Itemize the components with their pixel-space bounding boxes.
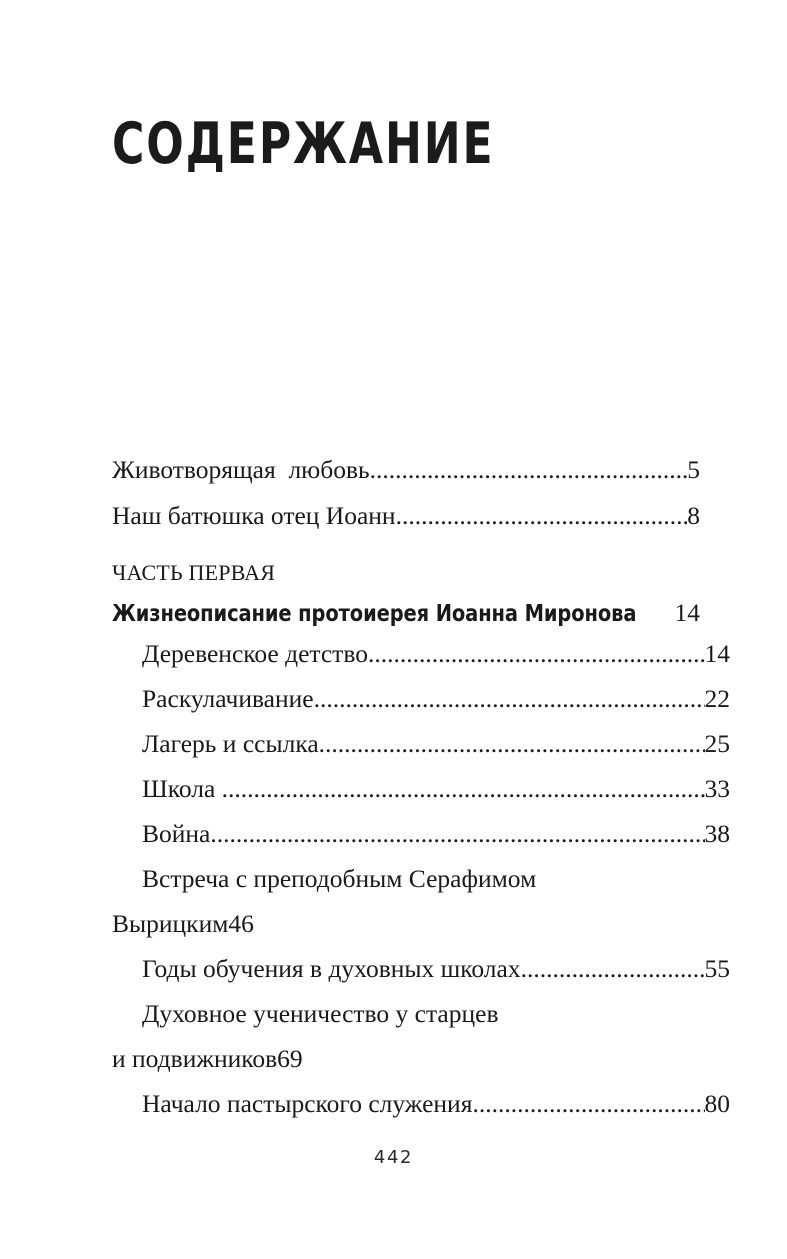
toc-entry-page: 22	[704, 684, 730, 713]
dot-leader	[472, 1089, 704, 1119]
dot-leader	[314, 684, 705, 714]
toc-entry-label-line2: Вырицким	[112, 909, 229, 938]
toc-entry[interactable]	[112, 864, 700, 939]
toc-entry[interactable]	[112, 729, 730, 759]
toc-entry-page: 14	[704, 639, 730, 668]
toc-entry[interactable]	[112, 999, 700, 1074]
toc-entry[interactable]	[112, 639, 730, 669]
toc-entry-page: 25	[704, 729, 730, 758]
toc-entry-page: 8	[687, 501, 700, 530]
toc-part-title-page: 14	[674, 598, 700, 627]
dot-leader	[319, 729, 705, 759]
toc-entry-label: Школа	[142, 774, 222, 803]
toc-entry[interactable]	[112, 819, 730, 849]
toc-entry[interactable]	[112, 684, 730, 714]
toc-entry-label-line1: Встреча с преподобным Серафимом	[142, 864, 537, 893]
toc-entry-label: Начало пастырского служения	[142, 1089, 473, 1118]
toc-entry-label-line1: Духовное ученичество у старцев	[142, 999, 499, 1028]
toc-entry[interactable]	[112, 501, 700, 531]
toc-part-title-entry[interactable]	[112, 598, 700, 629]
dot-leader	[222, 774, 705, 804]
toc-part-title-label: Жизнеописание протоиерея Иоанна Миронова	[112, 601, 637, 627]
dot-leader	[521, 954, 705, 984]
toc-entry-page: 80	[704, 1089, 730, 1118]
toc-entry-label-line2: и подвижников	[112, 1044, 278, 1073]
toc-entry[interactable]	[112, 455, 700, 485]
part-label: ЧАСТЬ ПЕРВАЯ	[112, 560, 276, 585]
toc-entry-page: 46	[228, 909, 254, 938]
dot-leader	[396, 501, 688, 531]
toc-entry-page: 38	[704, 819, 730, 848]
toc-entry-page: 55	[704, 954, 730, 983]
toc-entry-page: 33	[704, 774, 730, 803]
toc-entry[interactable]	[112, 1089, 730, 1119]
toc-entry-label: Деревенское детство	[142, 639, 368, 668]
toc-entry-label: Наш батюшка отец Иоанн	[112, 501, 396, 530]
toc-entry[interactable]	[112, 774, 730, 804]
page-folio: 442	[373, 1147, 414, 1168]
toc-entry-label: Война	[142, 819, 211, 848]
toc-entry[interactable]	[112, 954, 730, 984]
dot-leader	[210, 819, 704, 849]
toc-entry-label: Лагерь и ссылка	[142, 729, 319, 758]
toc-entry-list	[112, 455, 730, 1134]
dot-leader	[368, 639, 705, 669]
toc-entry-label: Животворящая любовь	[112, 455, 370, 484]
page-title: СОДЕРЖАНИЕ	[112, 111, 495, 178]
toc-entry-page: 69	[277, 1044, 303, 1073]
toc-entry-page: 5	[687, 455, 700, 484]
dot-leader	[370, 455, 688, 485]
toc-entry-label: Раскулачивание	[142, 684, 314, 713]
toc-entry-label: Годы обучения в духовных школах	[142, 954, 521, 983]
